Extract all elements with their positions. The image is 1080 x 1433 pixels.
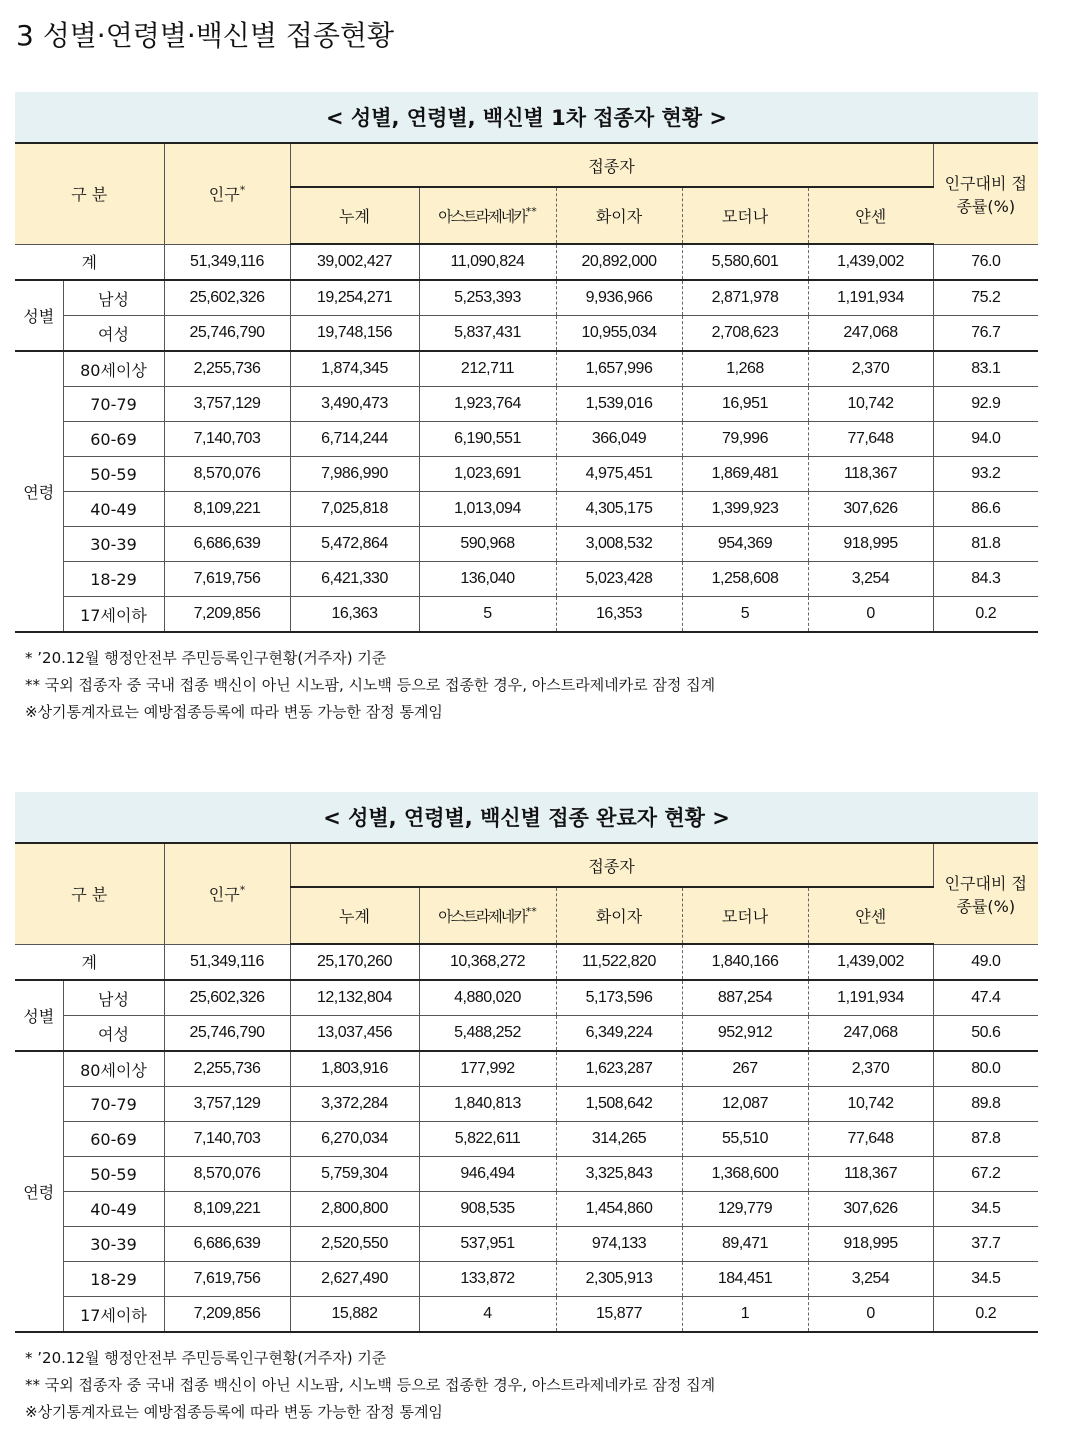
cell-pfizer: 15,877 [556, 1297, 682, 1333]
cell-astrazeneca: 4 [419, 1297, 556, 1333]
table-row [15, 527, 1038, 562]
cell-janssen: 1,439,002 [808, 944, 933, 980]
cell-astrazeneca: 5,253,393 [419, 280, 556, 316]
row-label: 80세이상 [63, 351, 164, 387]
cell-population: 2,255,736 [164, 351, 290, 387]
cell-population: 3,757,129 [164, 1087, 290, 1122]
table-row [15, 1016, 1038, 1052]
cell-rate: 49.0 [933, 944, 1038, 980]
cell-pfizer: 3,008,532 [556, 527, 682, 562]
cell-population: 6,686,639 [164, 1227, 290, 1262]
cell-astrazeneca: 5,837,431 [419, 316, 556, 352]
table-row [15, 244, 1038, 280]
first-dose-table [15, 92, 1038, 726]
table-row [15, 944, 1038, 980]
cell-population: 51,349,116 [164, 944, 290, 980]
cell-astrazeneca: 1,023,691 [419, 457, 556, 492]
cell-total: 19,748,156 [290, 316, 419, 352]
cell-astrazeneca: 6,190,551 [419, 422, 556, 457]
cell-total: 2,627,490 [290, 1262, 419, 1297]
group-sex: 성별 [15, 980, 63, 1051]
cell-population: 25,746,790 [164, 316, 290, 352]
cell-astrazeneca: 1,013,094 [419, 492, 556, 527]
cell-rate: 80.0 [933, 1051, 1038, 1087]
cell-moderna: 1 [682, 1297, 808, 1333]
table-row [15, 457, 1038, 492]
cell-moderna: 2,708,623 [682, 316, 808, 352]
cell-population: 8,109,221 [164, 1192, 290, 1227]
cell-pfizer: 5,023,428 [556, 562, 682, 597]
cell-astrazeneca: 1,923,764 [419, 387, 556, 422]
cell-astrazeneca: 136,040 [419, 562, 556, 597]
row-label: 여성 [63, 316, 164, 352]
cell-total: 13,037,456 [290, 1016, 419, 1052]
completed-dose-table [15, 792, 1038, 1426]
cell-pfizer: 6,349,224 [556, 1016, 682, 1052]
cell-janssen: 3,254 [808, 1262, 933, 1297]
cell-astrazeneca: 212,711 [419, 351, 556, 387]
header-rate: 인구대비 접 종률(%) [933, 844, 1038, 944]
cell-astrazeneca: 4,880,020 [419, 980, 556, 1016]
cell-rate: 50.6 [933, 1016, 1038, 1052]
cell-pfizer: 11,522,820 [556, 944, 682, 980]
table-caption: < 성별, 연령별, 백신별 1차 접종자 현황 > [15, 92, 1038, 144]
cell-rate: 0.2 [933, 597, 1038, 633]
cell-population: 7,619,756 [164, 1262, 290, 1297]
cell-total: 2,520,550 [290, 1227, 419, 1262]
cell-pfizer: 4,975,451 [556, 457, 682, 492]
cell-pfizer: 2,305,913 [556, 1262, 682, 1297]
cell-rate: 94.0 [933, 422, 1038, 457]
cell-total: 5,759,304 [290, 1157, 419, 1192]
row-label: 17세이하 [63, 1297, 164, 1333]
table-row [15, 1262, 1038, 1297]
row-label: 17세이하 [63, 597, 164, 633]
header-vaccinated: 접종자 [290, 144, 933, 187]
table-row [15, 980, 1038, 1016]
cell-total: 25,170,260 [290, 944, 419, 980]
header-pfizer: 화이자 [556, 187, 682, 244]
cell-total: 2,800,800 [290, 1192, 419, 1227]
cell-moderna: 1,368,600 [682, 1157, 808, 1192]
header-astrazeneca: 아스트라제네카** [419, 187, 556, 244]
cell-moderna: 2,871,978 [682, 280, 808, 316]
row-label: 남성 [63, 980, 164, 1016]
header-population: 인구* [164, 144, 290, 244]
cell-rate: 67.2 [933, 1157, 1038, 1192]
header-moderna: 모더나 [682, 887, 808, 944]
cell-astrazeneca: 537,951 [419, 1227, 556, 1262]
cell-janssen: 307,626 [808, 492, 933, 527]
row-label: 남성 [63, 280, 164, 316]
table-row [15, 1157, 1038, 1192]
cell-moderna: 1,399,923 [682, 492, 808, 527]
cell-population: 8,570,076 [164, 1157, 290, 1192]
header-rate: 인구대비 접 종률(%) [933, 144, 1038, 244]
cell-pfizer: 1,539,016 [556, 387, 682, 422]
cell-astrazeneca: 5,822,611 [419, 1122, 556, 1157]
cell-janssen: 77,648 [808, 1122, 933, 1157]
cell-janssen: 0 [808, 1297, 933, 1333]
cell-moderna: 887,254 [682, 980, 808, 1016]
cell-total: 5,472,864 [290, 527, 419, 562]
header-population: 인구* [164, 844, 290, 944]
cell-moderna: 55,510 [682, 1122, 808, 1157]
cell-pfizer: 9,936,966 [556, 280, 682, 316]
row-label: 여성 [63, 1016, 164, 1052]
cell-population: 6,686,639 [164, 527, 290, 562]
cell-population: 7,140,703 [164, 1122, 290, 1157]
table-row [15, 562, 1038, 597]
cell-total: 19,254,271 [290, 280, 419, 316]
footnotes [15, 645, 1038, 726]
cell-total: 12,132,804 [290, 980, 419, 1016]
cell-janssen: 918,995 [808, 1227, 933, 1262]
cell-rate: 76.0 [933, 244, 1038, 280]
table-row [15, 280, 1038, 316]
footnote: * ’20.12월 행정안전부 주민등록인구현황(거주자) 기준 [25, 649, 387, 667]
table-row [15, 1192, 1038, 1227]
cell-moderna: 129,779 [682, 1192, 808, 1227]
cell-population: 7,140,703 [164, 422, 290, 457]
cell-total: 16,363 [290, 597, 419, 633]
cell-astrazeneca: 10,368,272 [419, 944, 556, 980]
cell-rate: 93.2 [933, 457, 1038, 492]
cell-total: 7,986,990 [290, 457, 419, 492]
cell-pfizer: 1,508,642 [556, 1087, 682, 1122]
cell-astrazeneca: 5 [419, 597, 556, 633]
row-label: 50-59 [63, 457, 164, 492]
cell-astrazeneca: 177,992 [419, 1051, 556, 1087]
cell-moderna: 1,268 [682, 351, 808, 387]
cell-pfizer: 20,892,000 [556, 244, 682, 280]
cell-moderna: 952,912 [682, 1016, 808, 1052]
table-row [15, 316, 1038, 352]
cell-rate: 0.2 [933, 1297, 1038, 1333]
cell-population: 8,109,221 [164, 492, 290, 527]
table-row [15, 1087, 1038, 1122]
cell-janssen: 1,439,002 [808, 244, 933, 280]
cell-rate: 87.8 [933, 1122, 1038, 1157]
cell-janssen: 3,254 [808, 562, 933, 597]
cell-rate: 37.7 [933, 1227, 1038, 1262]
cell-moderna: 954,369 [682, 527, 808, 562]
cell-janssen: 1,191,934 [808, 280, 933, 316]
cell-janssen: 1,191,934 [808, 980, 933, 1016]
group-age: 연령 [15, 351, 63, 632]
cell-population: 7,209,856 [164, 597, 290, 633]
row-label: 70-79 [63, 387, 164, 422]
cell-pfizer: 3,325,843 [556, 1157, 682, 1192]
row-label: 80세이상 [63, 1051, 164, 1087]
cell-janssen: 118,367 [808, 1157, 933, 1192]
footnote: ** 국외 접종자 중 국내 접종 백신이 아닌 시노팜, 시노백 등으로 접종한 경우, 아스트라제네카로 잠정 집계 [25, 676, 716, 694]
cell-rate: 92.9 [933, 387, 1038, 422]
cell-rate: 86.6 [933, 492, 1038, 527]
cell-janssen: 918,995 [808, 527, 933, 562]
cell-total: 3,490,473 [290, 387, 419, 422]
cell-population: 25,602,326 [164, 980, 290, 1016]
cell-janssen: 77,648 [808, 422, 933, 457]
cell-rate: 47.4 [933, 980, 1038, 1016]
cell-astrazeneca: 11,090,824 [419, 244, 556, 280]
cell-astrazeneca: 1,840,813 [419, 1087, 556, 1122]
cell-moderna: 1,869,481 [682, 457, 808, 492]
footnote: ※상기통계자료는 예방접종등록에 따라 변동 가능한 잠정 통계임 [25, 703, 443, 721]
cell-population: 51,349,116 [164, 244, 290, 280]
cell-astrazeneca: 946,494 [419, 1157, 556, 1192]
cell-moderna: 5 [682, 597, 808, 633]
cell-pfizer: 366,049 [556, 422, 682, 457]
cell-total: 6,421,330 [290, 562, 419, 597]
header-pfizer: 화이자 [556, 887, 682, 944]
cell-janssen: 247,068 [808, 316, 933, 352]
cell-janssen: 247,068 [808, 1016, 933, 1052]
table-caption: < 성별, 연령별, 백신별 접종 완료자 현황 > [15, 792, 1038, 844]
footnote: ** 국외 접종자 중 국내 접종 백신이 아닌 시노팜, 시노백 등으로 접종한 경우, 아스트라제네카로 잠정 집계 [25, 1376, 716, 1394]
cell-pfizer: 10,955,034 [556, 316, 682, 352]
cell-rate: 89.8 [933, 1087, 1038, 1122]
cell-pfizer: 4,305,175 [556, 492, 682, 527]
cell-janssen: 0 [808, 597, 933, 633]
cell-janssen: 10,742 [808, 387, 933, 422]
cell-moderna: 1,840,166 [682, 944, 808, 980]
table-row [15, 1227, 1038, 1262]
header-janssen: 얀센 [808, 187, 933, 244]
cell-astrazeneca: 5,488,252 [419, 1016, 556, 1052]
cell-pfizer: 16,353 [556, 597, 682, 633]
cell-rate: 76.7 [933, 316, 1038, 352]
cell-moderna: 79,996 [682, 422, 808, 457]
cell-moderna: 1,258,608 [682, 562, 808, 597]
cell-total: 1,874,345 [290, 351, 419, 387]
cell-total: 1,803,916 [290, 1051, 419, 1087]
cell-moderna: 5,580,601 [682, 244, 808, 280]
cell-population: 8,570,076 [164, 457, 290, 492]
cell-astrazeneca: 590,968 [419, 527, 556, 562]
cell-rate: 84.3 [933, 562, 1038, 597]
table-row [15, 422, 1038, 457]
cell-pfizer: 1,454,860 [556, 1192, 682, 1227]
cell-moderna: 89,471 [682, 1227, 808, 1262]
group-sex: 성별 [15, 280, 63, 351]
cell-population: 25,746,790 [164, 1016, 290, 1052]
header-vaccinated: 접종자 [290, 844, 933, 887]
row-label: 계 [15, 244, 164, 280]
table-row [15, 492, 1038, 527]
cell-total: 15,882 [290, 1297, 419, 1333]
cell-janssen: 10,742 [808, 1087, 933, 1122]
cell-rate: 34.5 [933, 1262, 1038, 1297]
row-label: 40-49 [63, 1192, 164, 1227]
cell-population: 2,255,736 [164, 1051, 290, 1087]
cell-total: 39,002,427 [290, 244, 419, 280]
cell-astrazeneca: 133,872 [419, 1262, 556, 1297]
cell-pfizer: 1,623,287 [556, 1051, 682, 1087]
stats-table [15, 844, 1038, 1333]
table-row [15, 1297, 1038, 1333]
cell-janssen: 2,370 [808, 351, 933, 387]
row-label: 18-29 [63, 1262, 164, 1297]
header-total: 누계 [290, 187, 419, 244]
footnote: * ’20.12월 행정안전부 주민등록인구현황(거주자) 기준 [25, 1349, 387, 1367]
cell-pfizer: 5,173,596 [556, 980, 682, 1016]
cell-rate: 83.1 [933, 351, 1038, 387]
cell-pfizer: 974,133 [556, 1227, 682, 1262]
cell-astrazeneca: 908,535 [419, 1192, 556, 1227]
row-label: 60-69 [63, 422, 164, 457]
cell-rate: 81.8 [933, 527, 1038, 562]
footnote: ※상기통계자료는 예방접종등록에 따라 변동 가능한 잠정 통계임 [25, 1403, 443, 1421]
header-janssen: 얀센 [808, 887, 933, 944]
cell-moderna: 184,451 [682, 1262, 808, 1297]
table-row [15, 1051, 1038, 1087]
cell-janssen: 2,370 [808, 1051, 933, 1087]
footnotes [15, 1345, 1038, 1426]
cell-total: 7,025,818 [290, 492, 419, 527]
cell-moderna: 267 [682, 1051, 808, 1087]
cell-pfizer: 1,657,996 [556, 351, 682, 387]
cell-rate: 75.2 [933, 280, 1038, 316]
cell-population: 7,209,856 [164, 1297, 290, 1333]
cell-population: 7,619,756 [164, 562, 290, 597]
row-label: 18-29 [63, 562, 164, 597]
cell-population: 3,757,129 [164, 387, 290, 422]
header-category: 구 분 [15, 144, 164, 244]
row-label: 50-59 [63, 1157, 164, 1192]
page-title: 3 성별·연령별·백신별 접종현황 [16, 19, 394, 52]
cell-moderna: 16,951 [682, 387, 808, 422]
cell-total: 6,270,034 [290, 1122, 419, 1157]
row-label: 60-69 [63, 1122, 164, 1157]
cell-janssen: 307,626 [808, 1192, 933, 1227]
group-age: 연령 [15, 1051, 63, 1332]
row-label: 40-49 [63, 492, 164, 527]
row-label: 70-79 [63, 1087, 164, 1122]
table-row [15, 351, 1038, 387]
cell-janssen: 118,367 [808, 457, 933, 492]
cell-total: 3,372,284 [290, 1087, 419, 1122]
header-astrazeneca: 아스트라제네카** [419, 887, 556, 944]
stats-table [15, 144, 1038, 633]
cell-total: 6,714,244 [290, 422, 419, 457]
row-label: 30-39 [63, 1227, 164, 1262]
cell-pfizer: 314,265 [556, 1122, 682, 1157]
table-row [15, 1122, 1038, 1157]
table-row [15, 387, 1038, 422]
cell-moderna: 12,087 [682, 1087, 808, 1122]
cell-population: 25,602,326 [164, 280, 290, 316]
header-category: 구 분 [15, 844, 164, 944]
table-row [15, 597, 1038, 633]
header-moderna: 모더나 [682, 187, 808, 244]
header-total: 누계 [290, 887, 419, 944]
row-label: 30-39 [63, 527, 164, 562]
cell-rate: 34.5 [933, 1192, 1038, 1227]
row-label: 계 [15, 944, 164, 980]
